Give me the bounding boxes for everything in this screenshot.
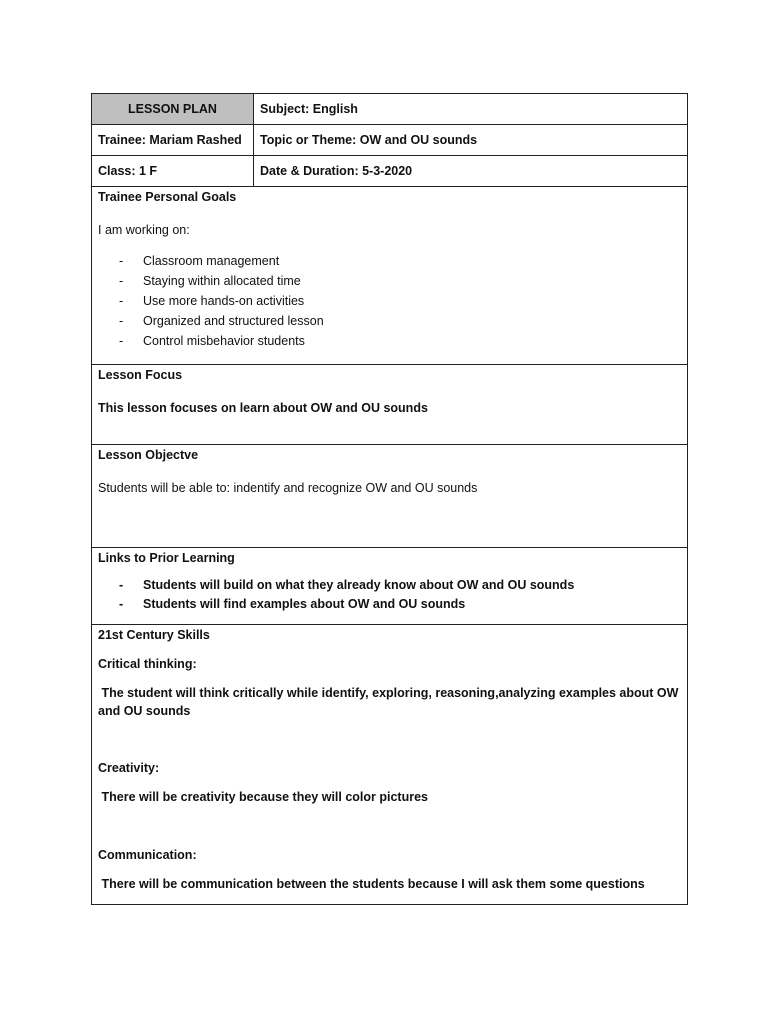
creativity-heading: Creativity: xyxy=(98,761,160,775)
creativity-text: There will be creativity because they will color pictures xyxy=(98,790,428,804)
goal-item: - Classroom management xyxy=(98,251,681,271)
goals-section xyxy=(92,187,687,365)
communication-text: There will be communication between the students because I will ask them some questions xyxy=(98,877,645,891)
prior-heading: Links to Prior Learning xyxy=(98,551,235,565)
focus-text: This lesson focuses on learn about OW and OU sounds xyxy=(98,401,428,415)
goal-item: - Staying within allocated time xyxy=(98,271,681,291)
goal-item: - Organized and structured lesson xyxy=(98,311,681,331)
objective-text: Students will be able to: indentify and recognize OW and OU sounds xyxy=(98,481,478,495)
subject-cell: Subject: English xyxy=(260,102,358,116)
focus-heading: Lesson Focus xyxy=(98,368,183,382)
goals-list xyxy=(98,251,681,351)
dash-marker: - xyxy=(119,334,124,348)
focus-section xyxy=(92,365,687,445)
class-cell: Class: 1 F xyxy=(92,156,254,186)
dash-marker: - xyxy=(119,597,124,611)
trainee-cell: Trainee: Mariam Rashed xyxy=(92,125,254,155)
header-row-2 xyxy=(92,125,687,156)
prior-item: - Students will build on what they already know about OW and OU sounds xyxy=(98,576,681,595)
skills-section xyxy=(92,625,687,904)
goal-item: - Use more hands-on activities xyxy=(98,291,681,311)
prior-list xyxy=(98,576,681,614)
dash-marker: - xyxy=(119,254,124,268)
dash-marker: - xyxy=(119,274,124,288)
critical-thinking-heading: Critical thinking: xyxy=(98,657,197,671)
skills-heading: 21st Century Skills xyxy=(98,628,210,642)
date-cell: Date & Duration: 5-3-2020 xyxy=(260,164,413,178)
goals-heading: Trainee Personal Goals xyxy=(98,190,237,204)
goals-intro: I am working on: xyxy=(98,223,190,237)
prior-learning-section xyxy=(92,548,687,625)
communication-heading: Communication: xyxy=(98,848,197,862)
header-row-3 xyxy=(92,156,687,187)
dash-marker: - xyxy=(119,314,124,328)
lesson-plan-title: LESSON PLAN xyxy=(92,94,254,124)
dash-marker: - xyxy=(119,294,124,308)
objective-heading: Lesson Objectve xyxy=(98,448,199,462)
goal-item: - Control misbehavior students xyxy=(98,331,681,351)
critical-thinking-text: The student will think critically while identify, exploring, reasoning,analyzing examples about OW and OU sounds xyxy=(98,686,682,718)
prior-item: - Students will find examples about OW and OU sounds xyxy=(98,595,681,614)
topic-cell: Topic or Theme: OW and OU sounds xyxy=(260,133,478,147)
header-row-1 xyxy=(92,94,687,125)
dash-marker: - xyxy=(119,578,124,592)
lesson-plan-table xyxy=(91,93,688,905)
objective-section xyxy=(92,445,687,548)
